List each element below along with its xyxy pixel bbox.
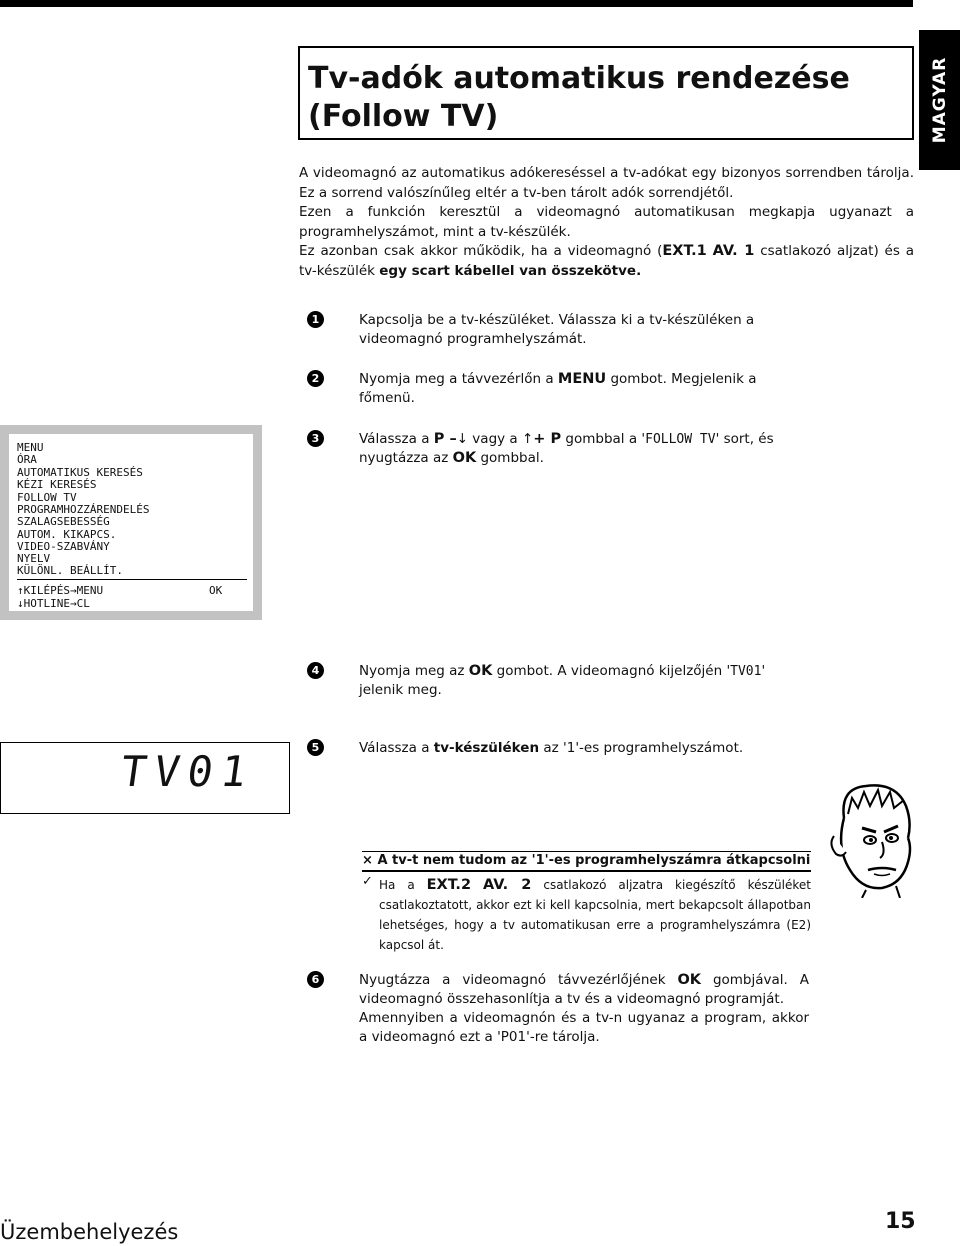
hint-body-b: csatlakozó aljzatra kiegészítő készüléket csatlakoztatott, akkor ezt ki kell kapcsolnia, mert bekapcsolt állapotban lehetséges, hogy a tv automatikusan erre a programhelyszámra (E2) kapcsol át.: [379, 878, 811, 952]
intro-p3-a: Ez azonban csak akkor működik, ha a videomagnó (: [299, 243, 663, 259]
intro-paragraph-3: [299, 242, 914, 281]
step-4-b: gombot. A videomagnó kijelzőjén ': [492, 663, 731, 679]
av2-key: AV. 2: [483, 877, 532, 893]
step-4-text: [359, 662, 809, 700]
step-4-c: ' jelenik meg.: [359, 663, 766, 698]
step-3-text: [359, 430, 809, 468]
ok-key: OK: [452, 450, 477, 466]
troubleshooting-hint: [362, 851, 811, 952]
footer-section-title: Üzembehelyezés: [0, 1220, 179, 1244]
hint-body: [379, 875, 811, 955]
osd-footer-1: [17, 585, 103, 597]
menu-key: MENU: [557, 371, 607, 387]
osd-line: VIDEO-SZABVÁNY: [17, 540, 110, 553]
step-3-c: gombbal a ': [561, 431, 646, 447]
step-5-number: 5: [307, 739, 324, 756]
osd-hotline-hint: HOTLINE→CL: [23, 597, 90, 610]
av1-key: AV. 1: [712, 243, 755, 259]
osd-line: FOLLOW TV: [17, 491, 77, 504]
step-5-text: [359, 739, 809, 758]
osd-footer-2: [17, 598, 90, 610]
title-line-2: (Follow TV): [308, 99, 499, 134]
step-1-text: Kapcsolja be a tv-készüléket. Válassza ki a tv-készüléken a videomagnó programhelyszámát.: [359, 312, 755, 347]
intro-p3-bold: egy scart kábellel van összekötve.: [379, 262, 642, 279]
arrow-up-icon: ↑: [17, 584, 24, 597]
hint-title: [362, 851, 811, 872]
step-6-b: gombjával. A videomagnó összehasonlítja a tv és a videomagnó programját.: [359, 972, 809, 1007]
osd-line: AUTOMATIKUS KERESÉS: [17, 466, 143, 479]
hint-body-a: Ha a: [379, 878, 427, 892]
arrow-down-icon: ↓: [456, 431, 469, 447]
step-5-a: Válassza a: [359, 740, 434, 756]
language-tab-label: MAGYAR: [929, 56, 950, 144]
step-2-text: [359, 370, 809, 408]
step-3-e: gombbal.: [476, 450, 544, 466]
step-1-number: 1: [307, 311, 324, 328]
page-title: [308, 60, 850, 136]
osd-exit-hint: KILÉPÉS→MENU: [23, 584, 104, 597]
step-2-a: Nyomja meg a távvezérlőn a: [359, 371, 558, 387]
intro-paragraph-2: Ezen a funkción keresztül a videomagnó automatikusan megkapja ugyanazt a programhelyszámot, mint a tv-készülék.: [299, 204, 914, 240]
osd-line: KÉZI KERESÉS: [17, 478, 97, 491]
title-line-1: Tv-adók automatikus rendezése: [308, 61, 850, 96]
language-tab: [919, 30, 960, 170]
arrow-up-icon: ↑: [521, 431, 534, 447]
title-box: [298, 46, 914, 140]
page-number: 15: [885, 1209, 916, 1234]
osd-line: NYELV: [17, 552, 51, 565]
step-6-text: [359, 971, 809, 1047]
step-2-number: 2: [307, 370, 324, 387]
step-5-b: az '1'-es programhelyszámot.: [539, 740, 744, 756]
checkmark-icon: ✓: [362, 874, 373, 889]
confused-face-illustration: [826, 778, 920, 898]
osd-menu-screen: [0, 425, 262, 620]
step-5-bold: tv-készüléken: [433, 740, 540, 756]
intro-paragraph-1: A videomagnó az automatikus adókereséssel a tv-adókat egy bizonyos sorrendben tárolja. Ez a sorrend valószínűleg eltér a tv-ben tárolt adók sorrendjétől.: [299, 165, 914, 201]
cross-icon: ×: [362, 853, 373, 868]
step-3-a: Válassza a: [359, 431, 434, 447]
osd-line: SZALAGSEBESSÉG: [17, 515, 110, 528]
osd-line: AUTOM. KIKAPCS.: [17, 528, 117, 541]
display-code: TV01: [730, 664, 762, 679]
vcr-display: [0, 742, 290, 814]
step-6-c: Amennyiben a videomagnón és a tv-n ugyanaz a program, akkor a videomagnó ezt a 'P01'-re tárolja.: [359, 1010, 809, 1045]
osd-menu-panel: [9, 434, 253, 611]
step-2-b: gombot. Megjelenik a főmenü.: [359, 371, 757, 406]
follow-tv-label: FOLLOW TV: [645, 432, 716, 447]
osd-ok-label: OK: [209, 584, 223, 597]
step-4-a: Nyomja meg az: [359, 663, 469, 679]
arrow-down-icon: ↓: [17, 597, 24, 610]
step-3-number: 3: [307, 430, 324, 447]
ext1-key: EXT.1: [662, 243, 707, 259]
step-4-number: 4: [307, 662, 324, 679]
ok-key: OK: [677, 972, 702, 988]
ok-key: OK: [468, 663, 493, 679]
step-6-a: Nyugtázza a videomagnó távvezérlőjének: [359, 972, 678, 988]
osd-line: KÜLÖNL. BEÁLLÍT.: [17, 564, 123, 577]
osd-line: PROGRAMHOZZÁRENDELÉS: [17, 503, 150, 516]
intro-text: [299, 164, 914, 281]
p-minus-key: P –: [433, 431, 457, 447]
step-3-d: ' sort, és nyugtázza az: [359, 431, 774, 466]
osd-line: MENU: [17, 441, 44, 454]
ext2-key: EXT.2: [426, 877, 472, 893]
step-3-b: vagy a: [468, 431, 522, 447]
p-plus-key: + P: [533, 431, 562, 447]
intro-p3-b: csatlakozó aljzat) és a tv-készülék: [299, 243, 914, 279]
hint-title-text: A tv-t nem tudom az '1'-es programhelyszámra átkapcsolni: [377, 853, 811, 868]
step-6-number: 6: [307, 971, 324, 988]
osd-separator: [17, 579, 247, 580]
vcr-display-text: TV01: [117, 747, 258, 796]
osd-line: ÓRA: [17, 453, 37, 466]
top-rule: [0, 0, 913, 7]
